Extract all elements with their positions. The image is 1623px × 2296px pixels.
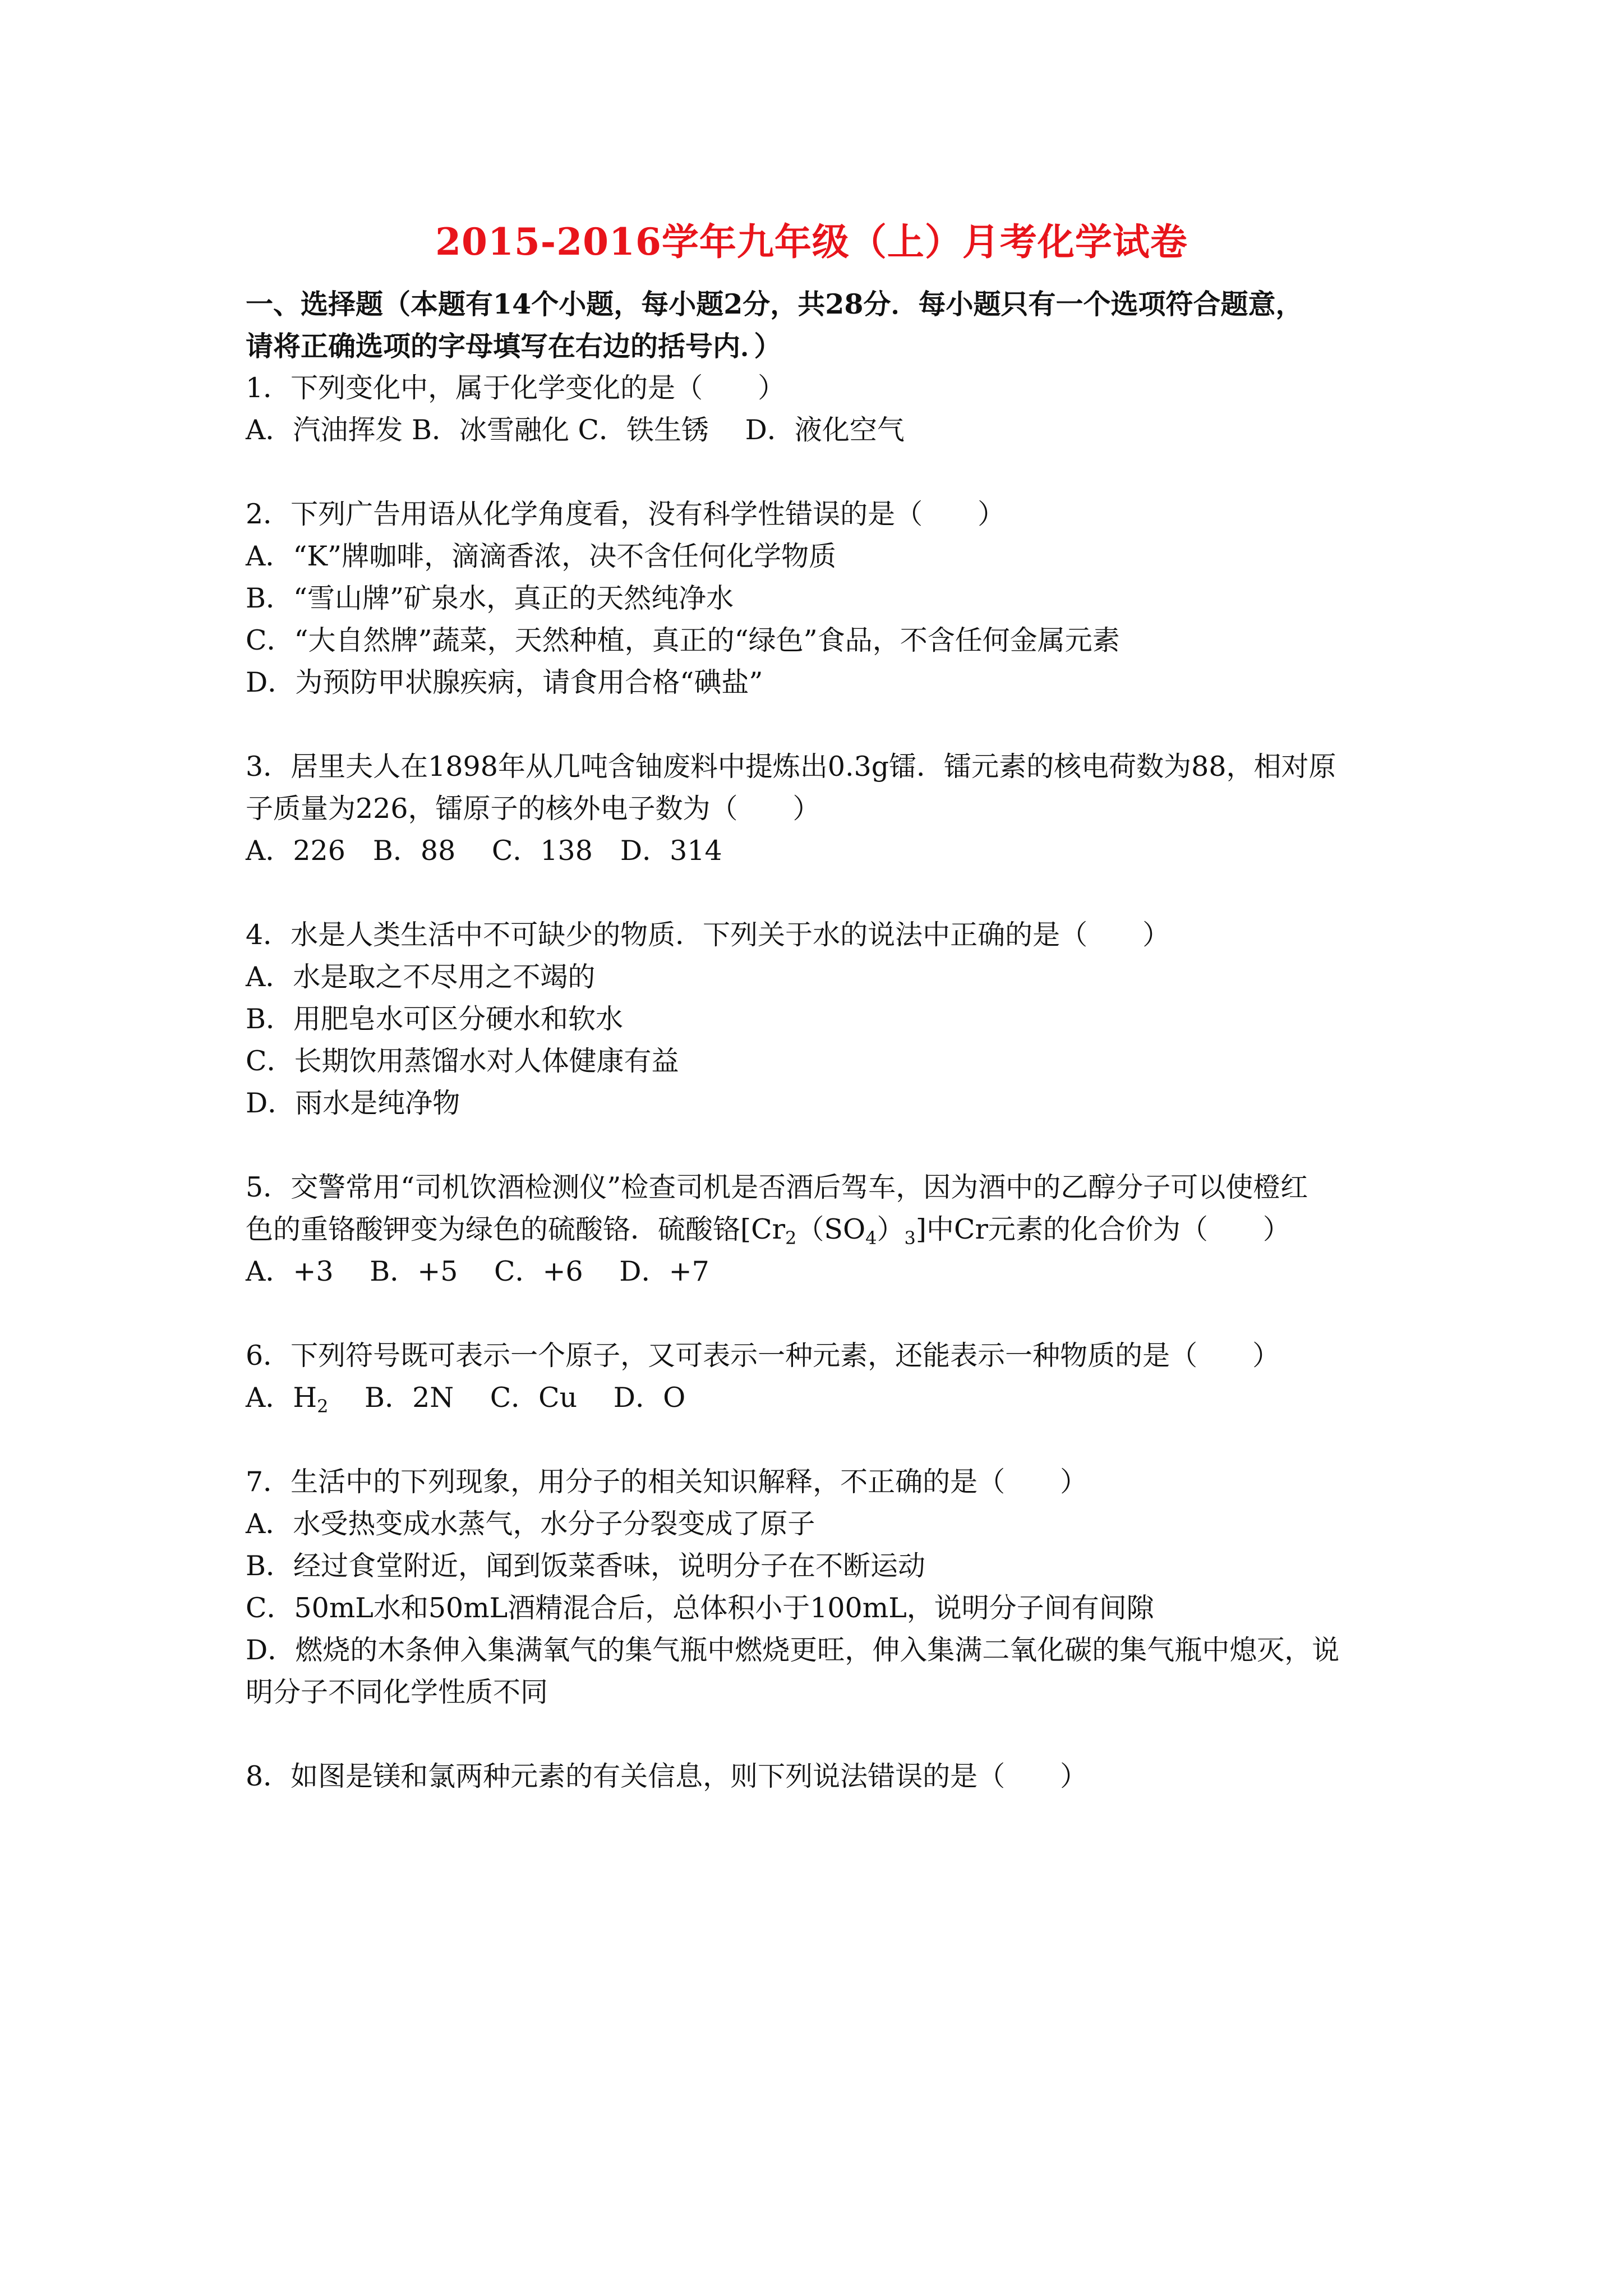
subscript: 4	[865, 1227, 877, 1249]
question-5-stem-text-pre: 色的重铬酸钾变为绿色的硫酸铬．硫酸铬[Cr	[246, 1213, 786, 1245]
question-1-stem: 1．下列变化中，属于化学变化的是（ ）	[246, 372, 786, 404]
section-heading-line1: 一、选择题（本题有14个小题，每小题2分，共28分．每小题只有一个选项符合题意，	[246, 288, 1303, 320]
question-6-options	[246, 1381, 685, 1415]
question-2-option-a: A．“K”牌咖啡，滴滴香浓，决不含任何化学物质	[246, 540, 837, 572]
subscript: 2	[785, 1227, 797, 1249]
question-6-stem: 6．下列符号既可表示一个原子，又可表示一种元素，还能表示一种物质的是（ ）	[246, 1340, 1280, 1372]
question-2-stem: 2．下列广告用语从化学角度看，没有科学性错误的是（ ）	[246, 498, 1006, 530]
question-8-stem: 8．如图是镁和氯两种元素的有关信息，则下列说法错误的是（ ）	[246, 1760, 1088, 1792]
question-2-option-c: C．“大自然牌”蔬菜，天然种植，真正的“绿色”食品，不含任何金属元素	[246, 624, 1120, 656]
question-7-option-d-line2: 明分子不同化学性质不同	[246, 1676, 548, 1708]
question-3-stem-line1: 3．居里夫人在1898年从几吨含铀废料中提炼出0.3g镭．镭元素的核电荷数为88，相对原	[246, 751, 1336, 783]
question-3-options: A．226 B．88 C．138 D．314	[246, 835, 722, 867]
question-2-option-b: B．“雪山牌”矿泉水，真正的天然纯净水	[246, 582, 734, 614]
question-5-stem-line1: 5．交警常用“司机饮酒检测仪”检查司机是否酒后驾车，因为酒中的乙醇分子可以使橙红	[246, 1171, 1308, 1203]
question-5-stem-text-post: ]中Cr元素的化合价为（ ）	[915, 1213, 1290, 1245]
question-3-stem-line2: 子质量为226，镭原子的核外电子数为（ ）	[246, 793, 820, 825]
question-7-option-b: B．经过食堂附近，闻到饭菜香味，说明分子在不断运动	[246, 1550, 926, 1582]
question-7-option-a: A．水受热变成水蒸气，水分子分裂变成了原子	[246, 1508, 815, 1540]
question-7-option-c: C．50mL水和50mL酒精混合后，总体积小于100mL，说明分子间有间隙	[246, 1592, 1154, 1624]
question-4-option-a: A．水是取之不尽用之不竭的	[246, 961, 596, 993]
question-5-options: A．+3 B．+5 C．+6 D．+7	[246, 1255, 709, 1287]
question-6-options-post: B．2N C．Cu D．O	[328, 1382, 686, 1414]
question-5-stem-text-mid2: ）	[877, 1213, 905, 1245]
section-heading-line2: 请将正确选项的字母填写在右边的括号内．）	[246, 330, 782, 362]
question-5-stem-text-mid: （SO	[796, 1213, 866, 1245]
question-4-option-c: C．长期饮用蒸馏水对人体健康有益	[246, 1045, 679, 1077]
question-4-option-d: D．雨水是纯净物	[246, 1087, 460, 1119]
exam-title: 2015-2016学年九年级（上）月考化学试卷	[435, 220, 1188, 264]
question-7-option-d-line1: D．燃烧的木条伸入集满氧气的集气瓶中燃烧更旺，伸入集满二氧化碳的集气瓶中熄灭，说	[246, 1634, 1340, 1666]
question-4-option-b: B．用肥皂水可区分硬水和软水	[246, 1003, 624, 1035]
question-1-options: A．汽油挥发 B．冰雪融化 C．铁生锈 D．液化空气	[246, 414, 905, 446]
question-4-stem: 4．水是人类生活中不可缺少的物质．下列关于水的说法中正确的是（ ）	[246, 919, 1170, 951]
question-7-stem: 7．生活中的下列现象，用分子的相关知识解释，不正确的是（ ）	[246, 1466, 1088, 1498]
subscript: 3	[904, 1227, 916, 1249]
question-6-options-pre: A．H	[246, 1382, 317, 1414]
subscript: 2	[317, 1396, 329, 1417]
question-2-option-d: D．为预防甲状腺疾病，请食用合格“碘盐”	[246, 666, 763, 698]
question-5-stem-line2	[246, 1213, 1290, 1249]
